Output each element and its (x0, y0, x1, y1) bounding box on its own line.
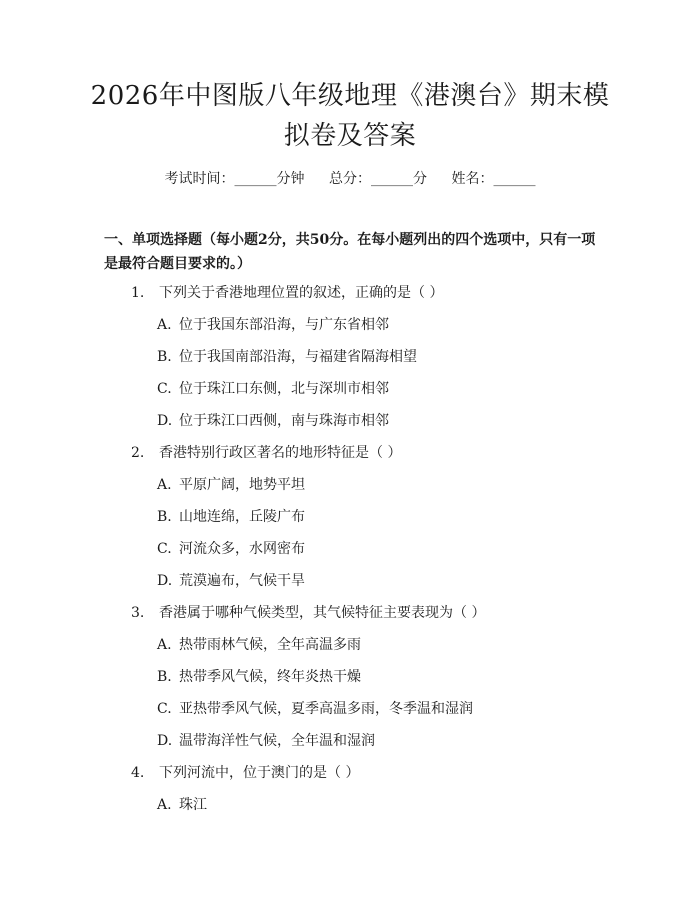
question-number: 3. (131, 605, 145, 621)
option-label: A. (157, 477, 172, 493)
student-name: 姓名：______ (451, 171, 536, 187)
option-1c (157, 378, 389, 398)
question-text: 下列河流中，位于澳门的是（ ） (159, 765, 360, 781)
option-label: A. (157, 637, 172, 653)
option-label: D. (157, 573, 173, 589)
option-2b (157, 506, 305, 526)
option-label: C. (157, 381, 172, 397)
option-text: 珠江 (179, 797, 207, 813)
question-number: 4. (131, 765, 145, 781)
title-line-1: 2026年中图版八年级地理《港澳台》期末模 (90, 81, 610, 111)
question-text: 香港特别行政区著名的地形特征是（ ） (159, 445, 402, 461)
option-label: C. (157, 541, 172, 557)
option-text: 位于我国南部沿海，与福建省隔海相望 (179, 349, 417, 365)
option-3a (157, 634, 361, 654)
question-text: 香港属于哪种气候类型，其气候特征主要表现为（ ） (159, 605, 486, 621)
question-4 (131, 762, 359, 782)
option-label: A. (157, 317, 172, 333)
section-heading: 一、单项选择题（每小题2分，共50分。在每小题列出的四个选项中，只有一项是最符合题目要求的。） (104, 232, 596, 272)
question-1 (131, 282, 443, 302)
option-text: 荒漠遍布，气候干旱 (179, 573, 305, 589)
option-label: B. (157, 509, 172, 525)
exam-time: 考试时间：______分钟 (164, 171, 305, 187)
total-score: 总分：______分 (329, 171, 427, 187)
option-3b (157, 666, 361, 686)
question-number: 1. (131, 285, 145, 301)
option-text: 河流众多，水网密布 (179, 541, 305, 557)
document-title (60, 76, 640, 156)
option-3c (157, 698, 473, 718)
option-2a (157, 474, 305, 494)
option-text: 热带季风气候，终年炎热干燥 (179, 669, 361, 685)
option-1b (157, 346, 417, 366)
option-text: 亚热带季风气候，夏季高温多雨，冬季温和湿润 (179, 701, 473, 717)
question-text: 下列关于香港地理位置的叙述，正确的是（ ） (159, 285, 444, 301)
option-label: B. (157, 349, 172, 365)
option-label: A. (157, 797, 172, 813)
title-line-2: 拟卷及答案 (283, 121, 417, 151)
option-1a (157, 314, 389, 334)
option-text: 位于珠江口西侧，南与珠海市相邻 (179, 413, 389, 429)
question-2 (131, 442, 401, 462)
option-text: 平原广阔，地势平坦 (179, 477, 305, 493)
option-1d (157, 410, 389, 430)
option-text: 位于珠江口东侧，北与深圳市相邻 (179, 381, 389, 397)
option-label: C. (157, 701, 172, 717)
option-2c (157, 538, 305, 558)
option-text: 热带雨林气候，全年高温多雨 (179, 637, 361, 653)
question-number: 2. (131, 445, 145, 461)
option-text: 位于我国东部沿海，与广东省相邻 (179, 317, 389, 333)
option-2d (157, 570, 305, 590)
option-text: 山地连绵，丘陵广布 (179, 509, 305, 525)
question-3 (131, 602, 485, 622)
option-3d (157, 730, 375, 750)
exam-info (0, 168, 700, 188)
option-label: D. (157, 733, 173, 749)
option-label: B. (157, 669, 172, 685)
option-label: D. (157, 413, 173, 429)
option-4a (157, 794, 207, 814)
option-text: 温带海洋性气候，全年温和湿润 (179, 733, 375, 749)
